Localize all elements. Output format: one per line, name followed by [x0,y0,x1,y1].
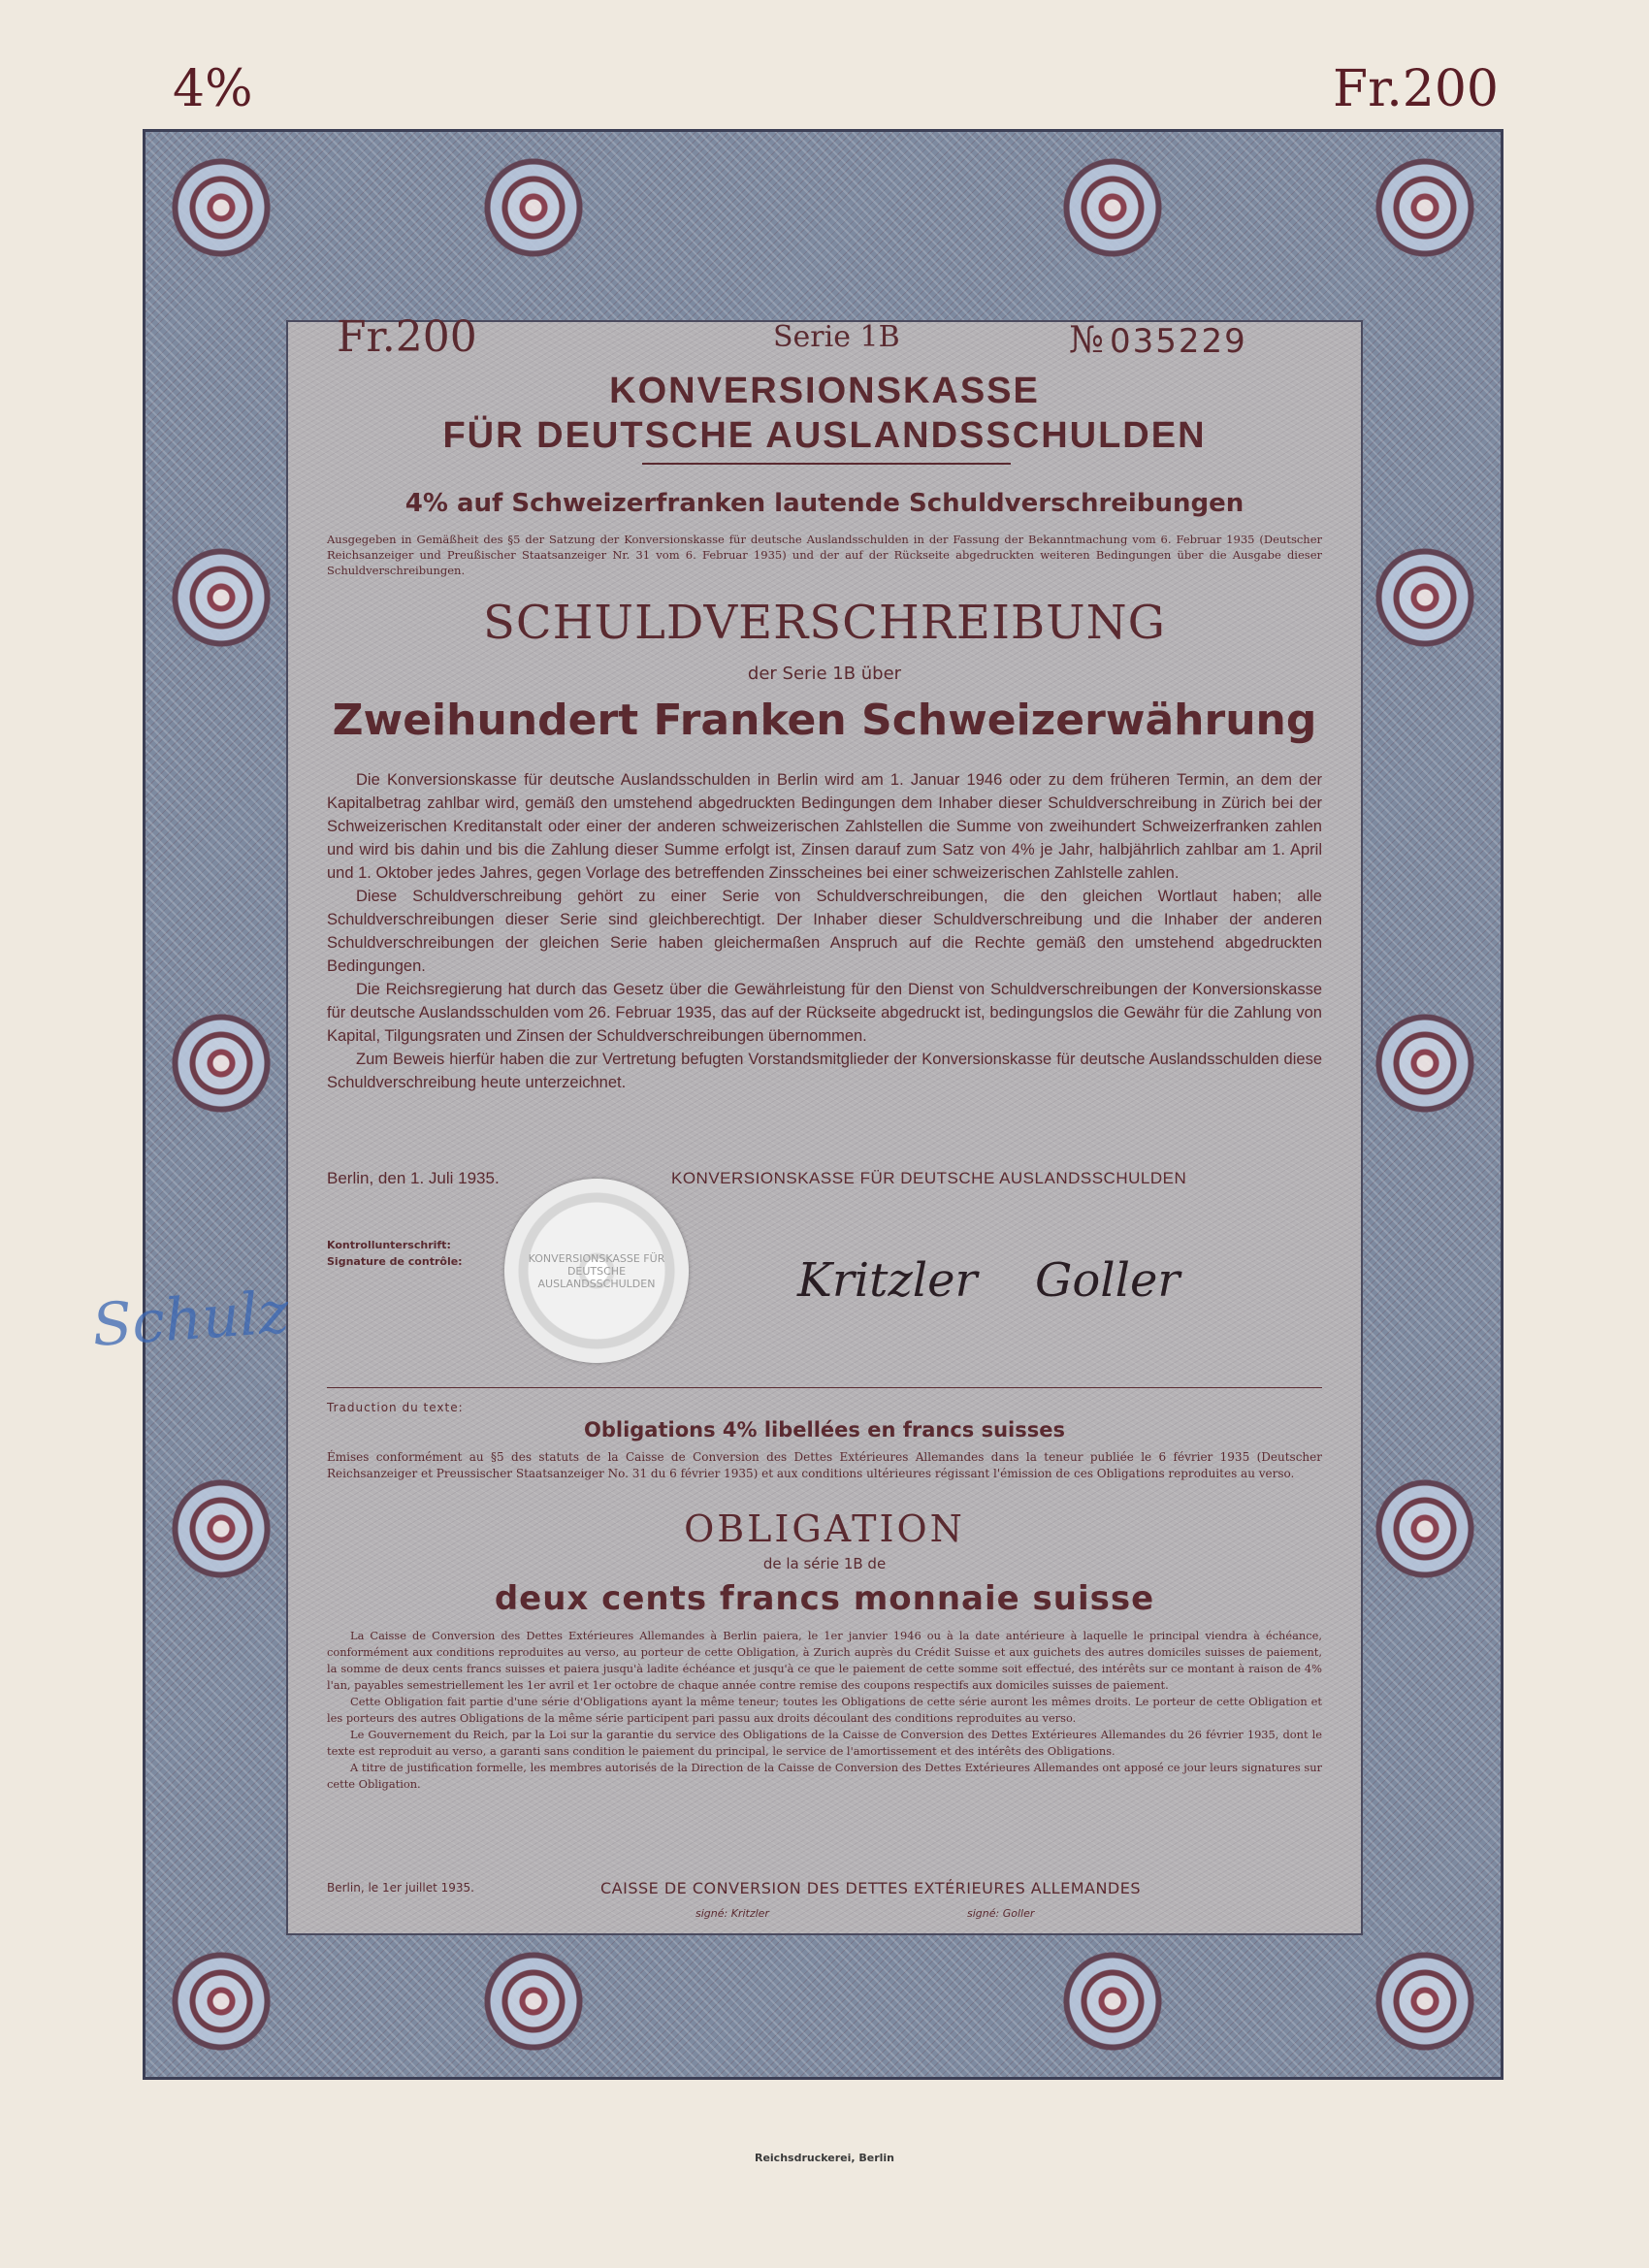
fr-serie-line: de la série 1B de [762,1555,887,1572]
de-title: SCHULDVERSCHREIBUNG [483,596,1166,650]
ornament-icon [475,149,592,266]
de-amount-words: Zweihundert Franken Schweizerwährung [332,696,1317,745]
embossed-seal [504,1179,689,1363]
fr-place-date: Berlin, le 1er juillet 1935. [327,1881,474,1895]
seal-inscription: KONVERSIONSKASSE FÜR DEUTSCHE AUSLANDSSCHULDEN [528,1251,665,1290]
corner-denomination: Fr.200 [1332,60,1499,118]
de-serie-line: der Serie 1B über [747,664,902,684]
ornament-icon [1367,1471,1483,1587]
corner-rosette-icon [163,149,279,266]
signature-right: Goller [1035,1253,1180,1308]
ornament-icon [1054,1943,1171,2059]
de-issuer-signature-line: KONVERSIONSKASSE FÜR DEUTSCHE AUSLANDSSCHULDEN [671,1169,1187,1187]
fr-paragraph: Cette Obligation fait partie d'une série d'Obligations ayant la même teneur; toutes les Obligations de cette série auront les mêmes droits. Le porteur de cette Obligation et les porteurs des autres Obligations de la même série participent pari passu aux droits découlant des conditions reproduites au verso. [327,1695,1322,1725]
signature-left: Kritzler [797,1253,978,1308]
control-signature: Schulz [89,1279,291,1360]
issuer-line-1: KONVERSIONSKASSE [609,371,1040,411]
fr-subtitle: Obligations 4% libellées en francs suisses [583,1418,1065,1442]
corner-percentage: 4% [173,60,253,118]
fr-issuer-signature-line: CAISSE DE CONVERSION DES DETTES EXTÉRIEURES ALLEMANDES [600,1879,1141,1897]
bond-text-panel [286,312,1363,1935]
de-paragraph: Diese Schuldverschreibung gehört zu einer Serie von Schuldverschreibungen, die den gleichen Wortlaut haben; alle Schuldverschreibungen dieser Serie sind gleichberechtigt. Der Inhaber dieser Schuldverschreibung und die Inhaber der anderen Schuldverschreibungen der gleichen Serie haben gleichermaßen Anspruch auf die Rechte gemäß den umstehend abgedruckten Bedingungen. [327,888,1322,975]
control-label-fr: Signature de contrôle: [327,1255,463,1268]
control-label-de: Kontrollunterschrift: [327,1239,451,1251]
ornament-icon [1367,539,1483,656]
issuer-line-2: FÜR DEUTSCHE AUSLANDSSCHULDEN [442,415,1207,456]
fr-signer-right: signé: Goller [967,1907,1035,1920]
de-place-date: Berlin, den 1. Juli 1935. [327,1169,500,1187]
ornament-icon [163,1471,279,1587]
corner-rosette-icon [1367,149,1483,266]
ornament-icon [1054,149,1171,266]
denomination-amount: Fr.200 [337,312,477,362]
fr-issue-note: Émises conformément au §5 des statuts de la Caisse de Conversion des Dettes Extérieures Allemandes dans la teneur publiée le 6 février 1935 (Deutscher Reichsanzeiger et Preussischer Staatsanzeiger No. 31 du 6 février 1935) et aux conditions ultérieures régissant l'émission de ces Obligations reproduites au verso. [327,1450,1322,1480]
ornament-icon [1367,1005,1483,1121]
fr-paragraph: Le Gouvernement du Reich, par la Loi sur la garantie du service des Obligations de la Caisse de Conversion des Dettes Extérieures Allemandes du 26 février 1935, dont le texte est reproduit au verso, a garanti sans condition le paiement du principal, le service de l'amortissement et des intérêts des Obligations. [327,1728,1322,1758]
ornament-icon [163,539,279,656]
number-prefix: № [1069,318,1104,361]
fr-signer-left: signé: Kritzler [695,1907,769,1920]
translation-label: Traduction du texte: [327,1401,464,1414]
fr-amount-words: deux cents francs monnaie suisse [494,1579,1155,1618]
ornament-icon [475,1943,592,2059]
fr-title: OBLIGATION [684,1507,965,1550]
de-body [327,768,1322,1094]
corner-rosette-icon [1367,1943,1483,2059]
de-issue-note: Ausgegeben in Gemäßheit des §5 der Satzung der Konversionskasse für deutsche Auslandsschulden in der Fassung der Bekanntmachung vom 6. Februar 1935 (Deutscher Reichsanzeiger und Preußischer Staatsanzeiger Nr. 31 vom 6. Februar 1935) und der auf der Rückseite abgedruckten weiteren Bedingungen über die Ausgabe dieser Schuldverschreibungen. [327,533,1322,577]
de-paragraph: Die Reichsregierung hat durch das Gesetz über die Gewährleistung für den Dienst von Schuldverschreibungen der Konversionskasse für deutsche Auslandsschulden vom 26. Februar 1935, das auf der Rückseite abgedruckt ist, bedingungslos die Gewähr für die Zahlung von Kapital, Tilgungsraten und Zinsen der Schuldverschreibungen übernommen. [327,981,1322,1045]
serie-label: Serie 1B [773,320,900,354]
de-paragraph: Zum Beweis hierfür haben die zur Vertretung befugten Vorstandsmitglieder der Konversionskasse für deutsche Auslandsschulden diese Schuldverschreibung heute unterzeichnet. [327,1051,1322,1091]
printer-imprint: Reichsdruckerei, Berlin [754,2152,895,2164]
serial-number [1069,318,1247,361]
corner-rosette-icon [163,1943,279,2059]
fr-paragraph: La Caisse de Conversion des Dettes Extérieures Allemandes à Berlin paiera, le 1er janvier 1946 ou à la date antérieure à laquelle le principal viendra à échéance, conformément aux conditions reproduites au verso, au porteur de cette Obligation, à Zurich auprès du Crédit Suisse et aux guichets des autres domiciles suisses de paiement, la somme de deux cents francs suisses et paiera jusqu'à ladite échéance et jusqu'à ce que le paiement de cette somme soit effectué, des intérêts sur ce montant à raison de 4% l'an, payables semestriellement les 1er avril et 1er octobre de chaque année contre remise des coupons respectifs aux domiciles suisses de paiement. [327,1629,1322,1692]
de-paragraph: Die Konversionskasse für deutsche Auslandsschulden in Berlin wird am 1. Januar 1946 oder zu dem früheren Termin, an dem der Kapitalbetrag zahlbar wird, gemäß den umstehend abgedruckten Bedingungen dem Inhaber dieser Schuldverschreibung in Zürich bei der Schweizerischen Kreditanstalt oder einer der anderen schweizerischen Zahlstellen die Summe von zweihundert Schweizerfranken zahlen und wird bis dahin und bis die Zahlung dieser Summe erfolgt ist, Zinsen darauf zum Satz von 4% je Jahr, halbjährlich zahlbar am 1. April und 1. Oktober jedes Jahres, gegen Vorlage des betreffenden Zinsscheines bei einer schweizerischen Zahlstelle zahlen. [327,771,1322,882]
number-value: 035229 [1109,322,1247,361]
fr-paragraph: A titre de justification formelle, les membres autorisés de la Direction de la Caisse de Conversion des Dettes Extérieures Allemandes ont apposé ce jour leurs signatures sur cette Obligation. [327,1761,1322,1791]
fr-body [327,1628,1322,1793]
de-subtitle: 4% auf Schweizerfranken lautende Schuldverschreibungen [404,489,1245,518]
ornament-icon [163,1005,279,1121]
